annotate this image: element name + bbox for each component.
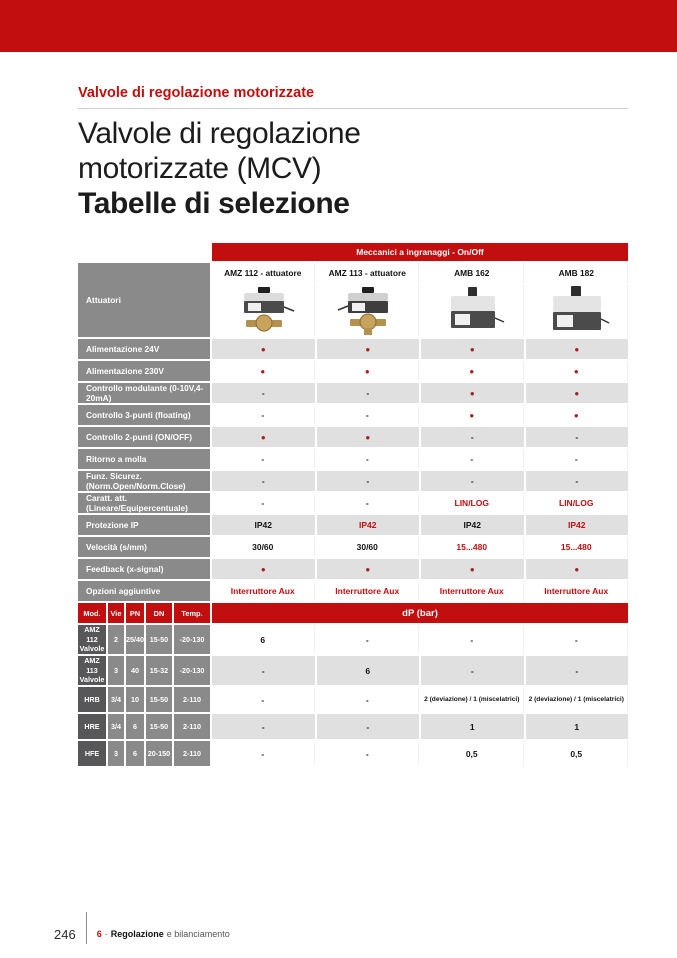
amb182-product-image: [526, 285, 629, 337]
valve-pn-cell: 40: [126, 656, 144, 685]
spec-cell: Interruttore Aux: [526, 581, 629, 601]
section-eyebrow: Valvole di regolazione motorizzate: [78, 85, 315, 101]
dp-value-cell: 2 (deviazione) / 1 (miscelatrici): [421, 687, 524, 712]
spec-cell: ●: [421, 559, 524, 579]
spec-cell: -: [212, 383, 315, 403]
spec-row-label: Protezione IP: [78, 515, 210, 535]
spec-cell: ●: [317, 339, 420, 359]
spec-cell: -: [421, 427, 524, 447]
product-column-header: AMB 162: [421, 263, 524, 283]
spec-cell: ●: [421, 361, 524, 381]
valve-col-header: Vie: [108, 603, 124, 623]
dp-value-cell: -: [212, 656, 315, 685]
valve-col-header: DN: [146, 603, 172, 623]
spec-cell: ●: [526, 339, 629, 359]
spec-row-label: Controllo modulante (0-10V,4-20mA): [78, 383, 210, 403]
valve-vie-cell: 3/4: [108, 714, 124, 739]
valve-dp-table: [78, 603, 628, 766]
product-column-header: AMB 182: [526, 263, 629, 283]
chapter-label: [97, 929, 230, 939]
valve-vie-cell: 3/4: [108, 687, 124, 712]
dp-value-cell: -: [212, 741, 315, 766]
valve-vie-cell: 2: [108, 625, 124, 654]
page-title-line1: Valvole di regolazione: [78, 117, 361, 150]
footer-divider: [86, 912, 87, 944]
spec-cell: ●: [526, 405, 629, 425]
spec-cell: ●: [317, 427, 420, 447]
spec-row-label: Opzioni aggiuntive: [78, 581, 210, 601]
spec-cell: ●: [212, 339, 315, 359]
dp-value-cell: -: [421, 625, 524, 654]
valve-vie-cell: 3: [108, 656, 124, 685]
valve-pn-cell: 10: [126, 687, 144, 712]
dp-value-cell: 6: [212, 625, 315, 654]
dp-value-cell: 2 (deviazione) / 1 (miscelatrici): [526, 687, 629, 712]
spec-cell: ●: [526, 383, 629, 403]
dp-value-cell: -: [317, 687, 420, 712]
dp-value-cell: -: [212, 687, 315, 712]
spec-row-label: Ritorno a molla: [78, 449, 210, 469]
spec-cell: LIN/LOG: [421, 493, 524, 513]
spec-cell: -: [317, 471, 420, 491]
amb162-product-image: [421, 285, 524, 337]
valve-temp-cell: -20-130: [174, 656, 210, 685]
spec-row-label: Velocità (s/mm): [78, 537, 210, 557]
spec-cell: ●: [317, 361, 420, 381]
dp-value-cell: -: [317, 714, 420, 739]
spec-cell: -: [317, 493, 420, 513]
table-group-header: Meccanici a ingranaggi - On/Off: [212, 243, 628, 261]
spec-cell: -: [421, 449, 524, 469]
amz112-product-image: [212, 285, 315, 337]
spec-cell: -: [526, 449, 629, 469]
spec-cell: -: [526, 427, 629, 447]
actuators-row-label: Attuatori: [78, 263, 210, 337]
spec-cell: -: [317, 383, 420, 403]
spec-cell: ●: [212, 361, 315, 381]
valve-col-header: Temp.: [174, 603, 210, 623]
valve-dn-cell: 15-50: [146, 714, 172, 739]
spec-cell: Interruttore Aux: [421, 581, 524, 601]
dp-value-cell: 1: [421, 714, 524, 739]
spec-row-label: Caratt. att. (Lineare/Equipercentuale): [78, 493, 210, 513]
dp-bar-header: dP (bar): [212, 603, 628, 623]
spec-cell: ●: [526, 361, 629, 381]
valve-dn-cell: 15-32: [146, 656, 172, 685]
dp-value-cell: 1: [526, 714, 629, 739]
spec-row-label: Alimentazione 24V: [78, 339, 210, 359]
spec-cell: IP42: [212, 515, 315, 535]
product-column-header: AMZ 112 - attuatore: [212, 263, 315, 283]
valve-model-cell: HRE: [78, 714, 106, 739]
page-number: 246: [54, 927, 76, 942]
valve-temp-cell: 2-110: [174, 714, 210, 739]
spec-row-label: Controllo 2-punti (ON/OFF): [78, 427, 210, 447]
spec-row-label: Feedback (x-signal): [78, 559, 210, 579]
spec-cell: -: [212, 471, 315, 491]
spec-cell: ●: [421, 339, 524, 359]
spec-cell: IP42: [421, 515, 524, 535]
valve-pn-cell: 6: [126, 741, 144, 766]
valve-model-cell: HFE: [78, 741, 106, 766]
spec-cell: -: [212, 449, 315, 469]
page-title-line2: motorizzate (MCV): [78, 152, 322, 185]
spec-cell: Interruttore Aux: [212, 581, 315, 601]
valve-dn-cell: 15-50: [146, 687, 172, 712]
dp-value-cell: -: [526, 656, 629, 685]
spec-cell: ●: [317, 559, 420, 579]
dp-value-cell: -: [421, 656, 524, 685]
spec-cell: Interruttore Aux: [317, 581, 420, 601]
spec-cell: 30/60: [212, 537, 315, 557]
spec-cell: ●: [212, 427, 315, 447]
spec-cell: ●: [212, 559, 315, 579]
chapter-number: 6: [96, 929, 102, 939]
chapter-subtitle: e bilanciamento: [166, 929, 230, 939]
spec-cell: IP42: [317, 515, 420, 535]
spec-cell: -: [212, 405, 315, 425]
valve-temp-cell: 2-110: [174, 741, 210, 766]
spec-row-label: Alimentazione 230V: [78, 361, 210, 381]
valve-model-cell: AMZ 113 Valvole: [79, 656, 105, 685]
product-column-header: AMZ 113 - attuatore: [317, 263, 420, 283]
page-title-line3: Tabelle di selezione: [78, 187, 350, 220]
spec-row-label: Funz. Sicurez. (Norm.Open/Norm.Close): [78, 471, 210, 491]
spec-cell: 15...480: [421, 537, 524, 557]
dp-value-cell: -: [212, 714, 315, 739]
dp-value-cell: -: [317, 625, 420, 654]
dp-value-cell: -: [526, 625, 629, 654]
page-title: [78, 116, 628, 221]
dp-value-cell: 6: [317, 656, 420, 685]
table-corner-spacer: [78, 243, 210, 261]
page-content: [78, 52, 628, 766]
spec-cell: ●: [421, 383, 524, 403]
spec-row-label: Controllo 3-punti (floating): [78, 405, 210, 425]
chapter-title: Regolazione: [110, 929, 164, 939]
valve-pn-cell: 25/40: [126, 625, 144, 654]
spec-cell: ●: [421, 405, 524, 425]
valve-col-header: Mod.: [78, 603, 106, 623]
valve-vie-cell: 3: [108, 741, 124, 766]
valve-temp-cell: -20-130: [174, 625, 210, 654]
page-footer: [54, 912, 230, 944]
spec-cell: IP42: [526, 515, 629, 535]
valve-col-header: PN: [126, 603, 144, 623]
spec-cell: 15...480: [526, 537, 629, 557]
chapter-separator: -: [104, 929, 108, 939]
dp-value-cell: -: [317, 741, 420, 766]
spec-cell: -: [526, 471, 629, 491]
spec-cell: -: [317, 449, 420, 469]
valve-dn-cell: 20-150: [146, 741, 172, 766]
amz113-product-image: [317, 285, 420, 337]
actuator-selection-table: [78, 243, 628, 601]
dp-value-cell: 0,5: [421, 741, 524, 766]
valve-model-cell: AMZ 112 Valvole: [79, 625, 105, 654]
dp-value-cell: 0,5: [526, 741, 629, 766]
spec-cell: -: [212, 493, 315, 513]
spec-cell: -: [317, 405, 420, 425]
top-red-banner: [0, 0, 677, 52]
spec-cell: LIN/LOG: [526, 493, 629, 513]
spec-cell: 30/60: [317, 537, 420, 557]
valve-dn-cell: 15-50: [146, 625, 172, 654]
valve-temp-cell: 2-110: [174, 687, 210, 712]
spec-cell: ●: [526, 559, 629, 579]
valve-pn-cell: 6: [126, 714, 144, 739]
spec-cell: -: [421, 471, 524, 491]
valve-model-cell: HRB: [78, 687, 106, 712]
header-divider: [78, 108, 628, 109]
